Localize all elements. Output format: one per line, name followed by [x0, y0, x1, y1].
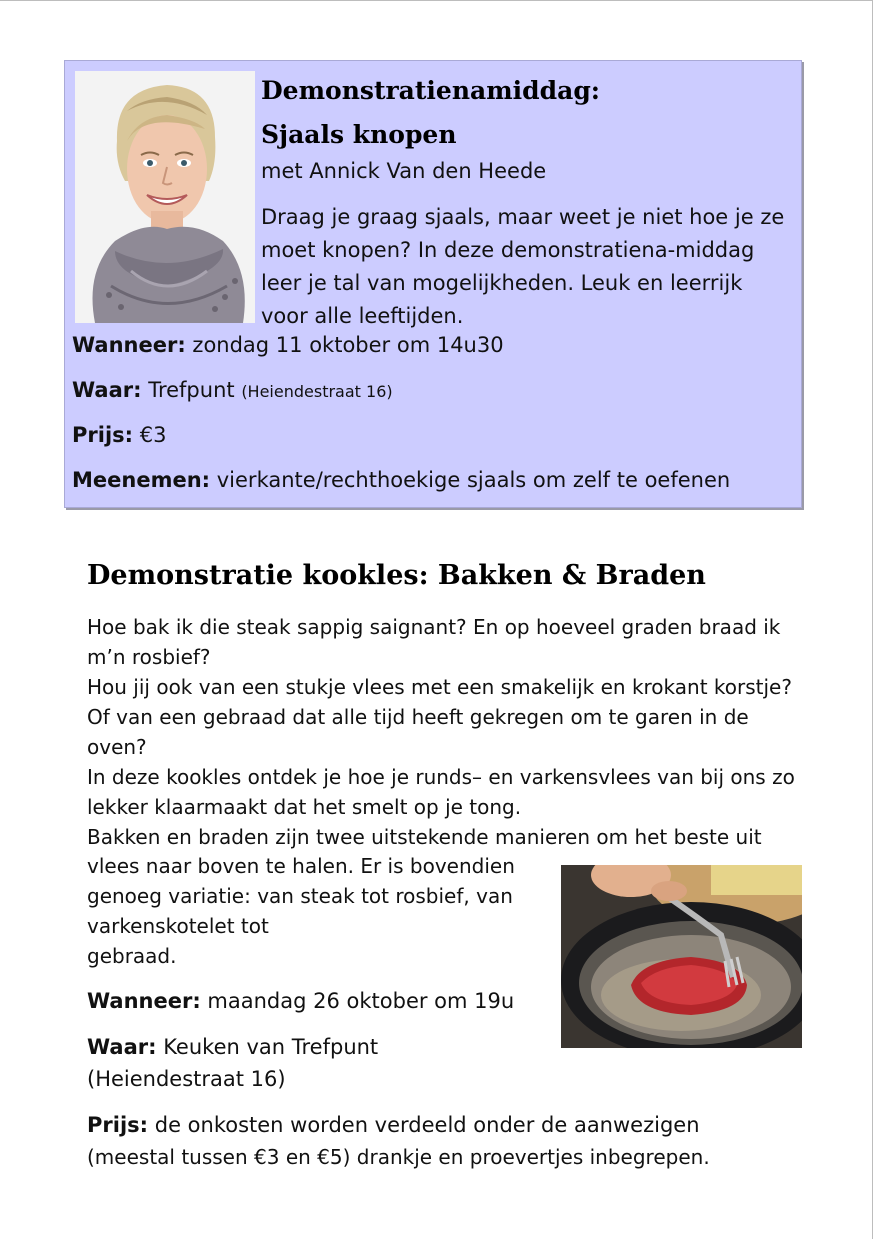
event1-where-value: Trefpunt [148, 378, 235, 402]
event2-price-detail: (meestal tussen €3 en €5) drankje en proevertjes inbegrepen. [87, 1145, 710, 1169]
event2-price-label: Prijs: [87, 1113, 149, 1137]
event1-bring-label: Meenemen: [72, 468, 211, 492]
event2-paragraph4-line2: vlees naar boven te halen. Er is bovendien [87, 854, 515, 878]
event2-paragraph4-line1: Bakken en braden zijn twee uitstekende manieren om het beste uit [87, 825, 762, 849]
event2-paragraph4-line3: genoeg variatie: van steak tot rosbief, van [87, 884, 513, 908]
event2-price [87, 1109, 807, 1173]
event2-where-address: (Heiendestraat 16) [87, 1067, 286, 1091]
event1-when-label: Wanneer: [72, 333, 186, 357]
event1-where-address: (Heiendestraat 16) [241, 382, 393, 401]
event1-description: Draag je graag sjaals, maar weet je niet hoe je ze moet knopen? In deze demonstratiena-middag leer je tal van mogelijkheden. Leuk en leerrijk voor alle leeftijden. [261, 205, 785, 328]
event1-when [72, 331, 802, 376]
event2-where-value: Keuken van Trefpunt [163, 1035, 379, 1059]
event2-paragraph4-line4: varkenskotelet tot [87, 914, 269, 938]
event2-when [87, 985, 807, 1031]
event1-when-value: zondag 11 oktober om 14u30 [192, 333, 504, 357]
event2-when-value: maandag 26 oktober om 19u [207, 989, 515, 1013]
event2-when-label: Wanneer: [87, 989, 201, 1013]
event2-paragraph2: Hou jij ook van een stukje vlees met een smakelijk en krokant korstje? Of van een gebraad dat alle tijd heeft gekregen om te garen in de oven? [87, 675, 792, 759]
event1-bring-value: vierkante/rechthoekige sjaals om zelf te oefenen [216, 468, 731, 492]
event2-paragraph4-line5: gebraad. [87, 944, 177, 968]
event1-title-line1: Demonstratienamiddag: [261, 76, 601, 105]
event2-price-value: de onkosten worden verdeeld onder de aanwezigen [154, 1113, 700, 1137]
event2-paragraph1: Hoe bak ik die steak sappig saignant? En op hoeveel graden braad ik m’n rosbief? [87, 615, 781, 669]
presenter-photo [75, 71, 255, 323]
event-box-sjaals [64, 60, 802, 508]
event2-facts [87, 985, 807, 1173]
event2-where-label: Waar: [87, 1035, 157, 1059]
event1-where-label: Waar: [72, 378, 142, 402]
event1-where [72, 376, 802, 421]
event1-price [72, 421, 802, 466]
event2-body [87, 612, 807, 852]
event2-where [87, 1031, 807, 1109]
event1-presenter: met Annick Van den Heede [261, 159, 547, 183]
event1-price-value: €3 [139, 423, 167, 447]
event1-title-line2: Sjaals knopen [261, 120, 457, 149]
event1-price-label: Prijs: [72, 423, 134, 447]
event2-paragraph3: In deze kookles ontdek je hoe je runds– en varkensvlees van bij ons zo lekker klaarmaakt dat het smelt op je tong. [87, 765, 795, 819]
event2-paragraph4-rest [87, 851, 547, 971]
event1-bring [72, 466, 802, 511]
event1-title [261, 69, 781, 157]
event2-title: Demonstratie kookles: Bakken & Braden [87, 560, 706, 591]
event1-facts [72, 331, 802, 511]
